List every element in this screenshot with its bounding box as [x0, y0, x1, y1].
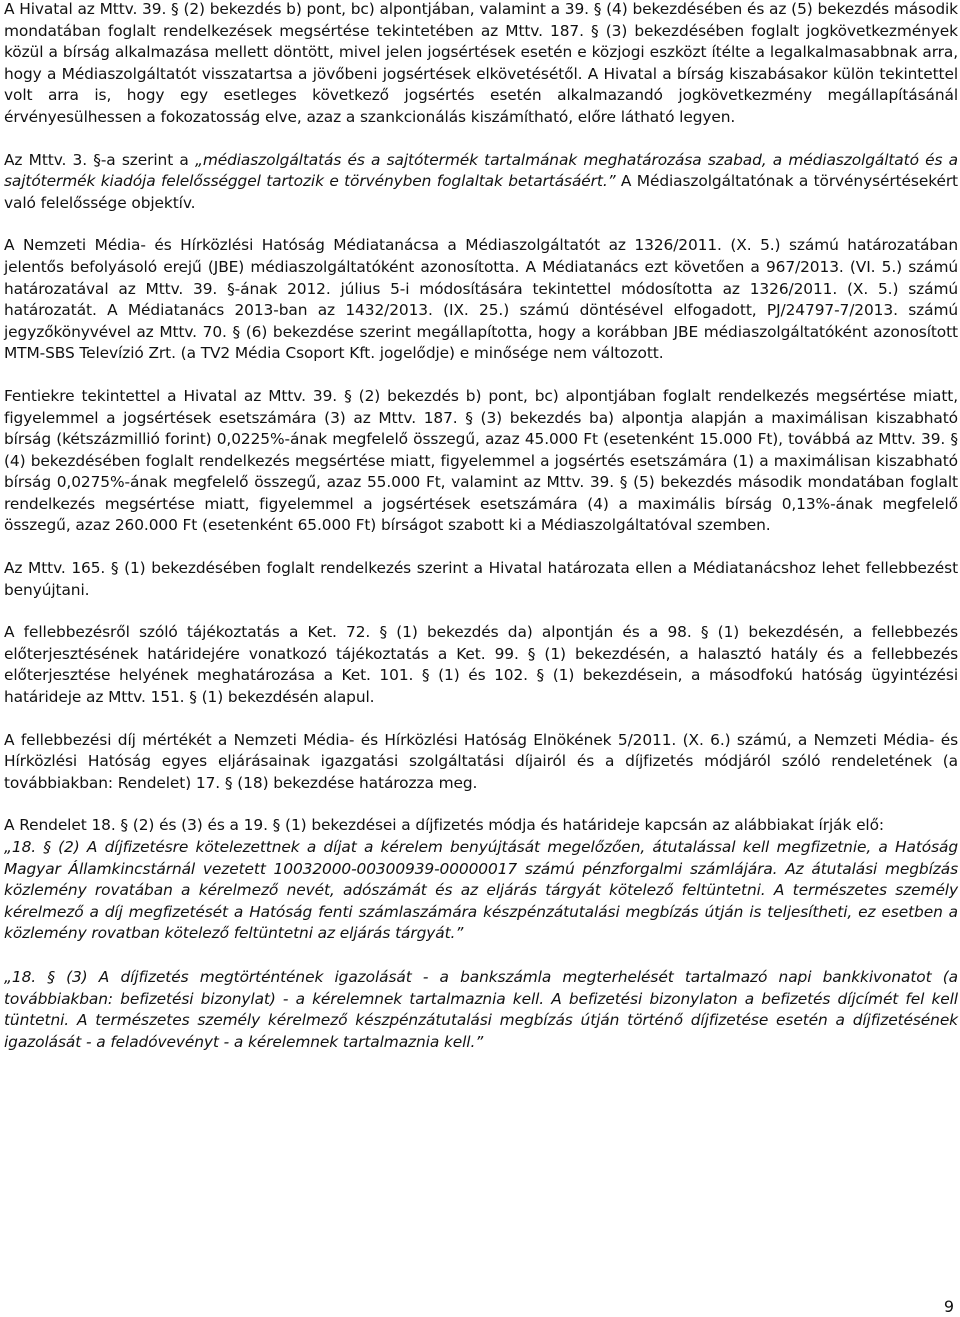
paragraph-appeal-right: Az Mttv. 165. § (1) bekezdésében foglalt rendelkezés szerint a Hivatal határozata ellen a Médiatanácshoz lehet fellebbezést benyújtani.: [4, 559, 958, 599]
paragraph-jbe-status: A Nemzeti Média- és Hírközlési Hatóság Médiatanácsa a Médiaszolgáltatót az 1326/2011. (X. 5.) számú határozatában jelentős befolyásoló erejű (JBE) médiaszolgáltatóként azonosította. A Médiatanács ezt követően a 967/2013. (VI. 5.) számú határozatával az Mttv. 39. §-ának 2012. július 5-i módosítására tekintettel módosította az 1326/2011. (X. 5.) számú határozatát. A Médiatanács 2013-ban az 1432/2013. (IX. 25.) számú döntésével elfogadott, PJ/24797-7/2013. számú jegyzőkönyvével az Mttv. 70. § (6) bekezdése szerint megállapította, hogy a korábban JBE médiaszolgáltatóként azonosított MTM-SBS Televízió Zrt. (a TV2 Média Csoport Kft. jogelődje) e minősége nem változott.: [4, 236, 958, 363]
paragraph-fine-decision: A Hivatal az Mttv. 39. § (2) bekezdés b) pont, bc) alpontjában, valamint a 39. § (4) bekezdésében és az (5) bekezdés második mondatában foglalt rendelkezések megsértése tekintetében az Mttv. 187. § (3) bekezdésében foglalt jogkövetkezmények közül a bírság alkalmazása mellett döntött, mivel jelen jogsértések esetén e közjogi eszközt ítélte a legalkalmasabbnak arra, hogy a Médiaszolgáltatót visszatartsa a jövőbeni jogsértések elkövetésétől. A Hivatal a bírság kiszabásakor külön tekintettel volt arra is, hogy egy esetleges következő jogsértés esetén alkalmazandó jogkövetkezmény megállapításánál érvényesülhessen a fokozatosság elve, azaz a szankcionálás kiszámítható, előre látható legyen.: [4, 0, 958, 126]
paragraph-appeal-fee: A fellebbezési díj mértékét a Nemzeti Média- és Hírközlési Hatóság Elnökének 5/2011. (X. 6.) számú, a Nemzeti Média- és Hírközlési Hatóság egyes eljárásainak igazgatási szolgáltatási díjairól és a díjfizetés módjáról szóló rendeletének (a továbbiakban: Rendelet) 17. § (18) bekezdése határozza meg.: [4, 730, 958, 792]
quote-rendelet-18-2: [4, 837, 958, 945]
page-number: 9: [943, 1297, 954, 1316]
quote-rendelet-18-2-text: „18. § (2) A díjfizetésre kötelezettnek a díjat a kérelem benyújtását megelőzően, átutalással kell megfizetnie, a Hatóság Magyar Államkincstárnál vezetett 10032000-00300939-00000017 számú pénzforgalmi számlájára. Az átutalási megbízás közlemény rovatában a kérelmező nevét, adószámát és az eljárás tárgyát kötelező feltüntetni. A természetes személy kérelmező a díj megfizetését a Hatóság fenti számlaszámára készpénzátutalási megbízás útján is teljesítheti, ez esetben a közlemény rovatban kötelező feltüntetni az eljárás tárgyát.”: [4, 838, 958, 943]
quote-rendelet-18-3-text: „18. § (3) A díjfizetés megtörténtének igazolását - a bankszámla megterhelését tartalmazó napi bankkivonatot (a továbbiakban: befizetési bizonylat) - a kérelemnek tartalmaznia kell. A befizetési bizonylaton a befizetés díjcímét fel kell tüntetni. A természetes személy kérelmező készpénzátutalási megbízás útján történő díjfizetése esetén a díjfizetésének igazolását - a feladóvevényt - a kérelemnek tartalmaznia kell.”: [4, 967, 958, 1051]
paragraph-appeal-info: A fellebbezésről szóló tájékoztatás a Ket. 72. § (1) bekezdés da) alpontján és a 98. § (1) bekezdésén, a fellebbezés előterjesztésének határidejére vonatkozó tájékoztatás a Ket. 99. § (1) bekezdésén, a halasztó hatály és a fellebbezés előterjesztése helyének meghatározása a Ket. 101. § (1) és 102. § (1) bekezdésein, a másodfokú hatóság ügyintézési határideje az Mttv. 151. § (1) bekezdésén alapul.: [4, 623, 958, 707]
paragraph-mttv-3-quote: „médiaszolgáltatás és a sajtótermék tartalmának meghatározása szabad, a médiaszolgáltató és a sajtótermék kiadója felelősséggel tartozik e törvényben foglaltak betartásáért.”: [4, 150, 958, 191]
paragraph-mttv-3-intro: Az Mttv. 3. §-a szerint a: [4, 150, 195, 169]
paragraph-rendelet-intro: A Rendelet 18. § (2) és (3) és a 19. § (1) bekezdései a díjfizetés módja és határideje kapcsán az alábbiakat írják elő:: [4, 816, 885, 835]
paragraph-mttv-3: [4, 150, 958, 215]
quote-rendelet-18-3: [4, 967, 958, 1053]
paragraph-fine-amounts: Fentiekre tekintettel a Hivatal az Mttv. 39. § (2) bekezdés b) pont, bc) alpontjában foglalt rendelkezés megsértése miatt, figyelemmel a jogsértések esetszámára (3) az Mttv. 187. § (3) bekezdés ba) alpontja alapján a maximálisan kiszabható bírság (kétszázmillió forint) 0,0225%-ának megfelelő összegű, azaz 45.000 Ft (esetenként 15.000 Ft), továbbá az Mttv. 39. § (4) bekezdésében foglalt rendelkezés megsértése miatt, figyelemmel a jogsértés esetszámára (1) a maximálisan kiszabható bírság 0,0275%-ának megfelelő összegű, azaz 55.000 Ft, valamint az Mttv. 39. § (5) bekezdés második mondatában foglalt rendelkezés megsértése miatt, figyelemmel a jogsértések esetszámára (4) a maximális bírság 0,13%-ának megfelelő összegű, azaz 260.000 Ft (esetenként 65.000 Ft) bírságot szabott ki a Médiaszolgáltatóval szemben.: [4, 386, 958, 535]
paragraph-mttv-3-outro: A Médiaszolgáltatónak a törvénysértésekért való felelőssége objektív.: [4, 172, 958, 212]
document-page: [4, 0, 958, 1053]
